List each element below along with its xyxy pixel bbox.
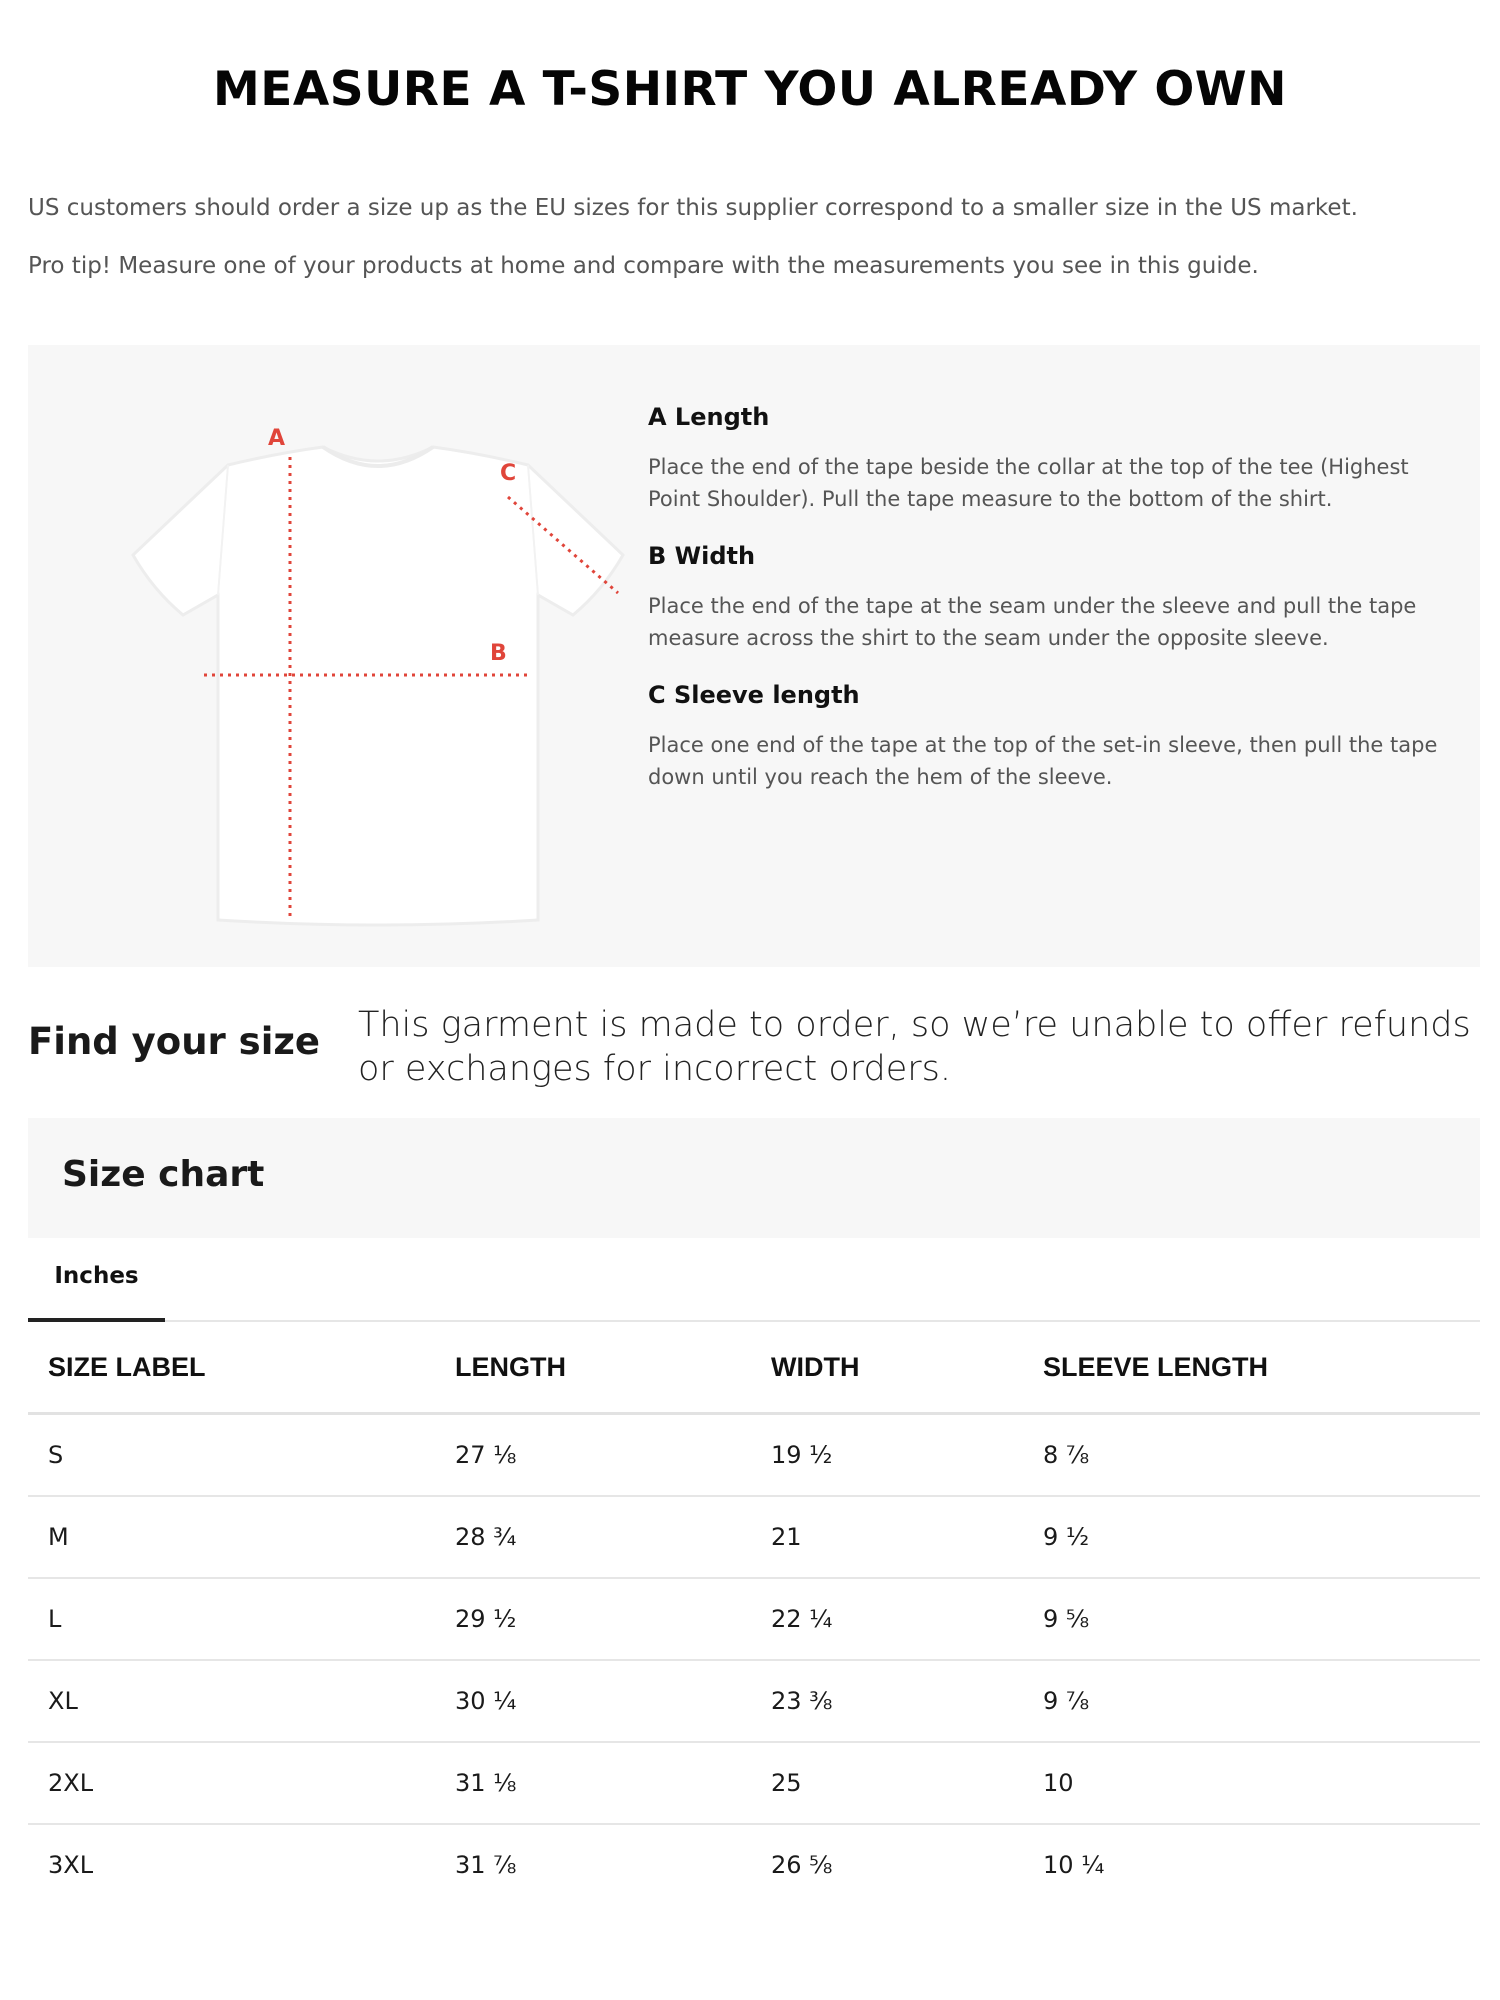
pro-tip: Pro tip! Measure one of your products at home and compare with the measurements you see in this guide. (28, 253, 1259, 279)
size-label-cell: M (28, 1496, 435, 1578)
column-header-length: LENGTH (435, 1322, 751, 1414)
length-cell: 30 ¼ (435, 1660, 751, 1742)
length-cell: 27 ⅛ (435, 1414, 751, 1497)
size-label-cell: XL (28, 1660, 435, 1742)
page-title: MEASURE A T-SHIRT YOU ALREADY OWN (213, 62, 1287, 117)
size-chart-title: Size chart (62, 1154, 265, 1195)
label-c: C (500, 461, 517, 486)
sleeve-length-heading: C Sleeve length (648, 681, 860, 709)
column-header-width: WIDTH (751, 1322, 1023, 1414)
table-header-row (28, 1322, 1480, 1414)
width-cell: 22 ¼ (751, 1578, 1023, 1660)
size-label-cell: 3XL (48, 1851, 94, 1879)
table-row (28, 1742, 1480, 1824)
tshirt-diagram (78, 385, 638, 945)
length-cell: 29 ½ (435, 1578, 751, 1660)
width-heading: B Width (648, 542, 756, 570)
sleeve-length-text: Place one end of the tape at the top of the set-in sleeve, then pull the tape down until you reach the hem of the sleeve. (648, 733, 1438, 789)
label-b: B (490, 641, 507, 666)
table-row (28, 1824, 1480, 1905)
length-cell: 28 ¾ (435, 1496, 751, 1578)
sleeve-length-cell: 10 ¼ (1043, 1851, 1105, 1879)
length-text: Place the end of the tape beside the collar at the top of the tee (Highest Point Shoulder). Pull the tape measure to the bottom of the shirt. (648, 455, 1409, 511)
sleeve-length-cell: 9 ⅝ (1023, 1578, 1480, 1660)
tab-inches[interactable]: Inches (28, 1238, 165, 1322)
length-cell: 31 ⅞ (455, 1851, 517, 1879)
column-header-size-label: SIZE LABEL (28, 1322, 435, 1414)
width-cell: 23 ⅜ (751, 1660, 1023, 1742)
sleeve-length-cell: 8 ⅞ (1023, 1414, 1480, 1497)
width-cell: 19 ½ (751, 1414, 1023, 1497)
column-header-sleeve-length: SLEEVE LENGTH (1023, 1322, 1480, 1414)
unit-tabs (28, 1238, 1480, 1322)
table-row (28, 1414, 1480, 1497)
measurement-guide-panel (28, 345, 1480, 967)
length-heading: A Length (648, 403, 770, 431)
sizing-note: US customers should order a size up as the EU sizes for this supplier correspond to a smaller size in the US market. (28, 195, 1358, 221)
find-your-size-heading: Find your size (28, 1020, 321, 1063)
sleeve-length-cell: 9 ½ (1023, 1496, 1480, 1578)
sleeve-length-cell: 9 ⅞ (1023, 1660, 1480, 1742)
length-cell: 31 ⅛ (435, 1742, 751, 1824)
size-label-cell: 2XL (28, 1742, 435, 1824)
label-a: A (268, 426, 286, 451)
size-table (28, 1322, 1480, 1905)
width-text: Place the end of the tape at the seam under the sleeve and pull the tape measure across the shirt to the seam under the opposite sleeve. (648, 594, 1417, 650)
size-label-cell: S (28, 1414, 435, 1497)
width-cell: 26 ⅝ (771, 1851, 833, 1879)
tshirt-silhouette (133, 447, 623, 925)
sleeve-length-cell: 10 (1023, 1742, 1480, 1824)
table-row (28, 1496, 1480, 1578)
measurement-instructions (648, 403, 1448, 820)
width-cell: 21 (751, 1496, 1023, 1578)
table-row (28, 1578, 1480, 1660)
table-row (28, 1660, 1480, 1742)
width-cell: 25 (751, 1742, 1023, 1824)
size-chart-header (28, 1118, 1480, 1238)
refund-notice: This garment is made to order, so we’re unable to offer refunds or exchanges for incorrect orders. (358, 1005, 1471, 1089)
size-label-cell: L (28, 1578, 435, 1660)
